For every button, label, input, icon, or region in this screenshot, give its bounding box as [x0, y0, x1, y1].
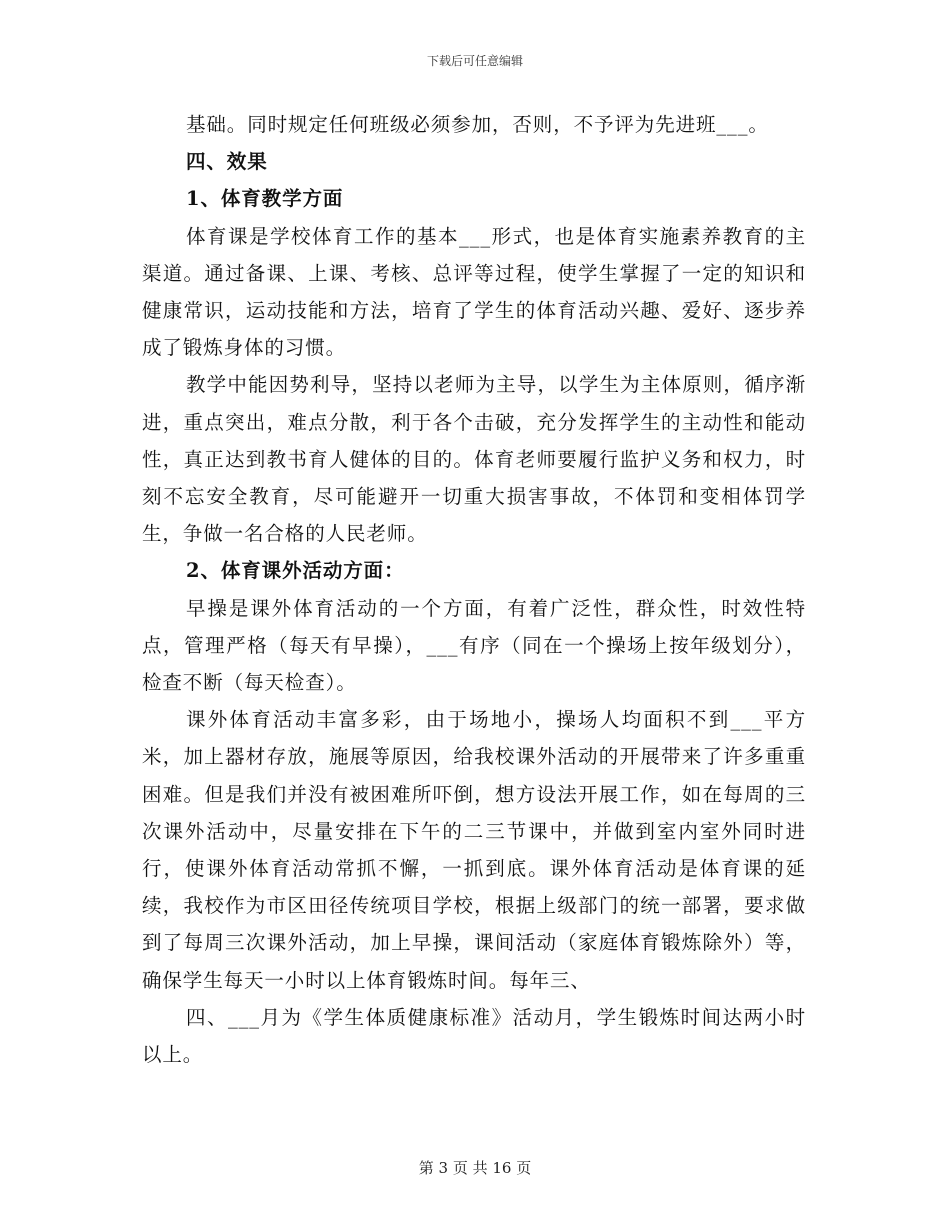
subheading-pe-teaching: 1、体育教学方面 — [186, 187, 344, 211]
page-header-note: 下载后可任意编辑 — [426, 54, 523, 68]
page-number: 第 3 页 共 16 页 — [418, 1159, 532, 1177]
subheading-extracurricular: 2、体育课外活动方面： — [186, 559, 405, 583]
paragraph-activity-month: 四、___月为《学生体质健康标准》活动月，学生锻炼时间达两小时以上。 — [142, 1005, 806, 1067]
document-body — [142, 106, 806, 1073]
paragraph-pe-class: 体育课是学校体育工作的基本___形式，也是体育实施素养教育的主渠道。通过备课、上课、考核、总评等过程，使学生掌握了一定的知识和健康常识，运动技能和方法，培育了学生的体育活动兴趣、爱好、逐步养成了锻炼身体的习惯。 — [142, 224, 806, 360]
section-heading-effects: 四、效果 — [186, 150, 268, 174]
paragraph-teaching-principles: 教学中能因势利导，坚持以老师为主导，以学生为主体原则，循序渐进，重点突出，难点分散，利于各个击破，充分发挥学生的主动性和能动性，真正达到教书育人健体的目的。体育老师要履行监护义务和权力，时刻不忘安全教育，尽可能避开一切重大损害事故，不体罚和变相体罚学生，争做一名合格的人民老师。 — [142, 373, 806, 546]
paragraph-morning-exercise: 早操是课外体育活动的一个方面，有着广泛性，群众性，时效性特点，管理严格（每天有早操），___有序（同在一个操场上按年级划分），检查不断（每天检查）。 — [142, 596, 806, 695]
paragraph-continuation: 基础。同时规定任何班级必须参加，否则，不予评为先进班___。 — [186, 113, 769, 136]
paragraph-extracurricular-activities: 课外体育活动丰富多彩，由于场地小，操场人均面积不到___平方米，加上器材存放，施展等原因，给我校课外活动的开展带来了许多重重困难。但是我们并没有被困难所吓倒，想方设法开展工作，如在每周的三次课外活动中，尽量安排在下午的二三节课中，并做到室内室外同时进行，使课外体育活动常抓不懈，一抓到底。课外体育活动是体育课的延续，我校作为市区田径传统项目学校，根据上级部门的统一部署，要求做到了每周三次课外活动，加上早操，课间活动（家庭体育锻炼除外）等，确保学生每天一小时以上体育锻炼时间。每年三、 — [142, 708, 806, 992]
